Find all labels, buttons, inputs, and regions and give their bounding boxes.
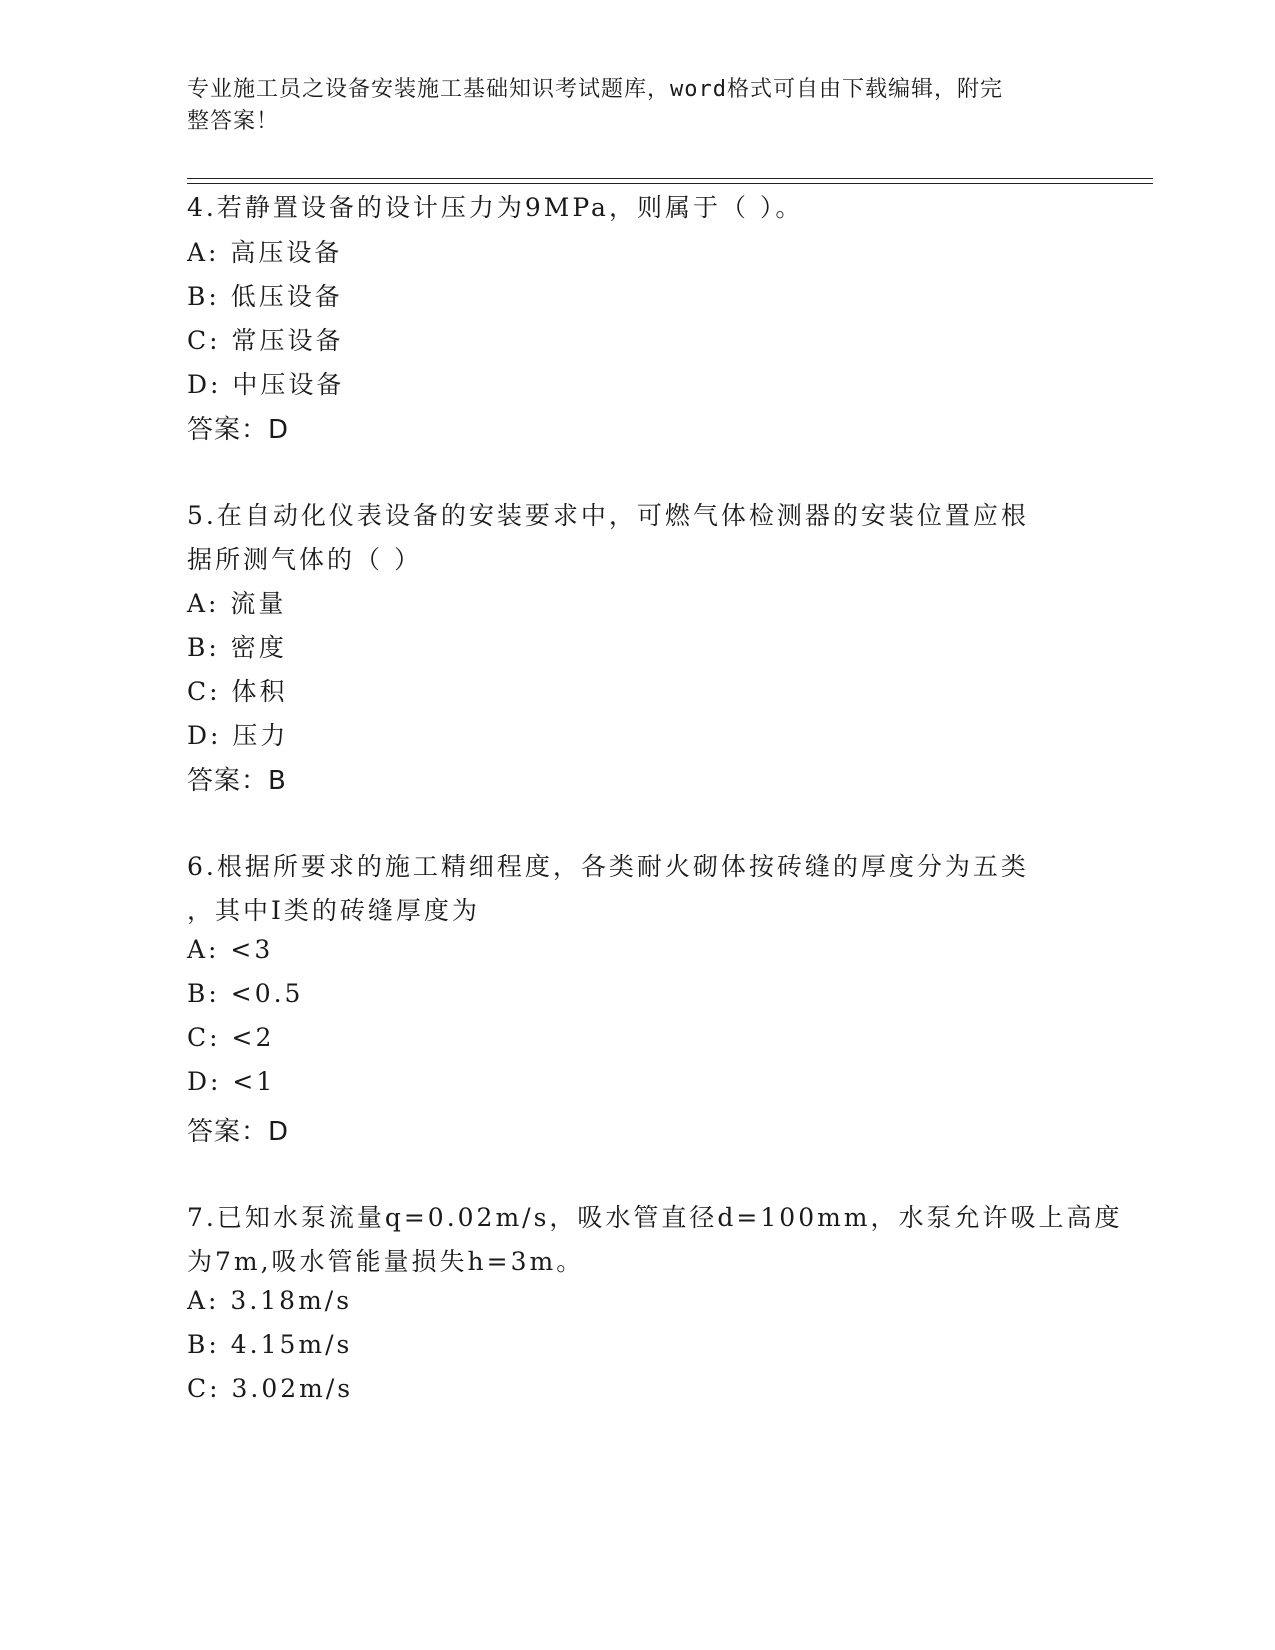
question-6-option-c: C: <2 [187,1023,275,1052]
document-header [187,74,1067,138]
question-5-option-c: C: 体积 [187,677,288,706]
header-divider-bottom [187,183,1153,184]
question-6-option-d: D: <1 [187,1067,276,1096]
header-divider-top [187,178,1153,179]
question-7-stem-line-1: 7.已知水泵流量q=0.02m/s，吸水管直径d=100mm，水泵允许吸上高度 [187,1203,1123,1232]
question-7-option-b: B: 4.15m/s [187,1330,353,1359]
question-4-option-c: C: 常压设备 [187,326,344,355]
question-5-stem-line-2: 据所测气体的（ ） [187,545,422,574]
question-6-answer: 答案：D [187,1117,290,1147]
question-6-option-b: B: <0.5 [187,979,304,1008]
question-4-option-b: B: 低压设备 [187,282,343,311]
question-4-option-d: D: 中压设备 [187,370,345,399]
question-4-answer: 答案：D [187,415,290,445]
question-5-stem-line-1: 5.在自动化仪表设备的安装要求中，可燃气体检测器的安装位置应根 [187,501,1029,530]
question-7-option-c: C: 3.02m/s [187,1374,354,1403]
question-5-option-b: B: 密度 [187,633,287,662]
question-7-option-a: A: 3.18m/s [187,1286,353,1315]
question-6-stem-line-2: ，其中I类的砖缝厚度为 [187,896,480,925]
question-4-stem-line-1: 4.若静置设备的设计压力为9MPa，则属于（ ）。 [187,193,804,222]
header-line-2: 整答案！ [187,109,280,134]
question-4-option-a: A: 高压设备 [187,238,343,267]
question-5-answer: 答案：B [187,766,287,796]
question-5-option-d: D: 压力 [187,721,289,750]
question-7-stem-line-2: 为7m,吸水管能量损失h=3m。 [187,1247,585,1276]
question-6-option-a: A: <3 [187,935,274,964]
header-line-1: 专业施工员之设备安装施工基础知识考试题库，word格式可自由下载编辑，附完 [187,77,1003,102]
question-5-option-a: A: 流量 [187,589,287,618]
question-6-stem-line-1: 6.根据所要求的施工精细程度，各类耐火砌体按砖缝的厚度分为五类 [187,852,1029,881]
